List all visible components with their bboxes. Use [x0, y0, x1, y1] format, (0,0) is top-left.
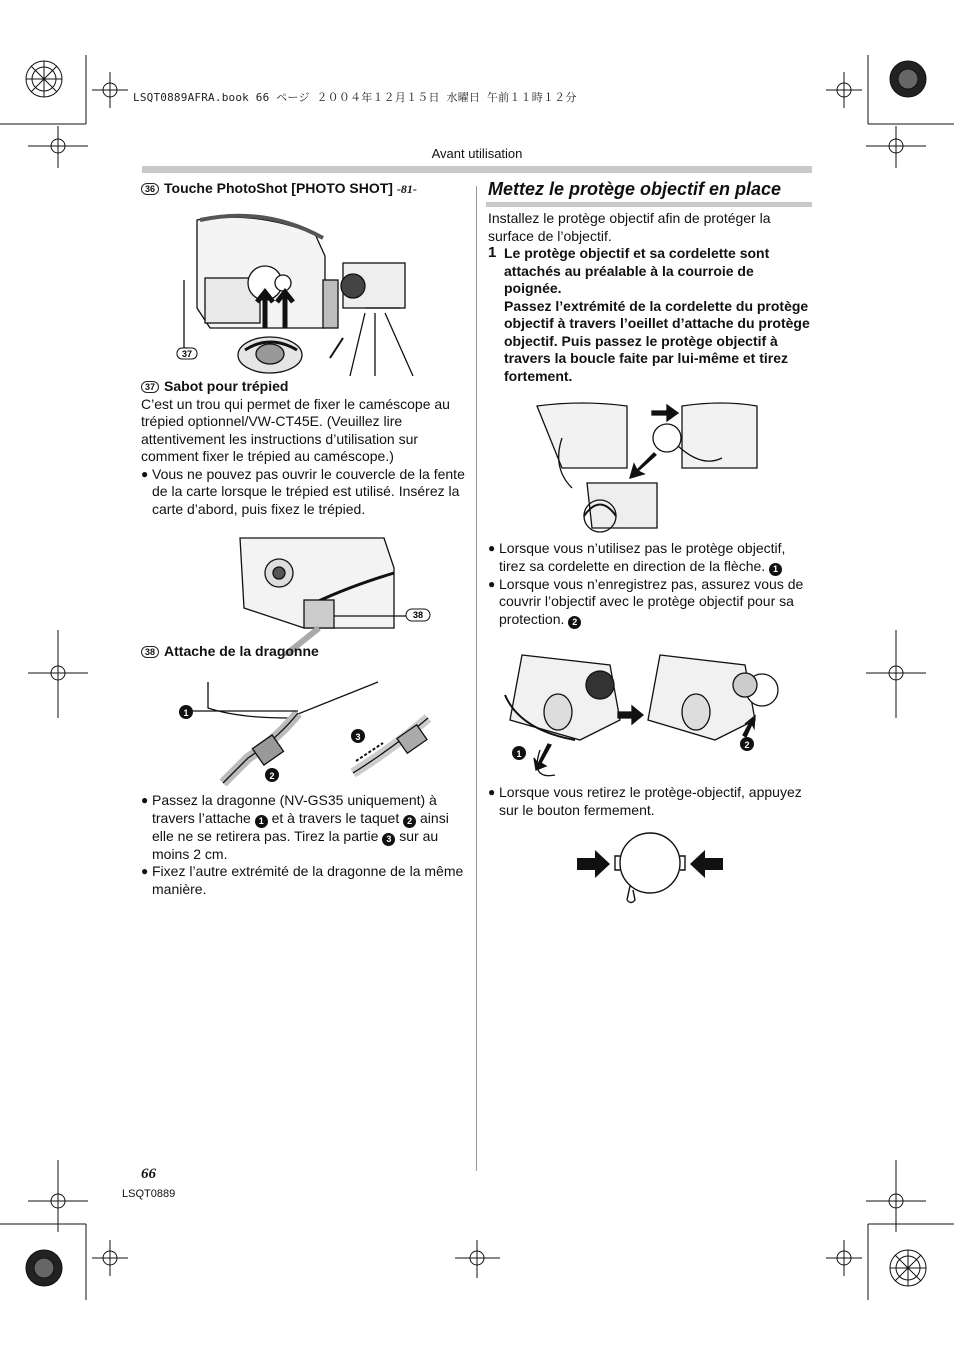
cover-lens-figure	[500, 640, 785, 780]
section-title: Avant utilisation	[431, 146, 523, 161]
step-paragraph: Passez l’extrémité de la cordelette du protège objectif à travers l’oeillet d’attache du protège objectif. Puis passez le protège objectif à travers la boucle faite par lui-même et tirez fortement.	[504, 297, 810, 384]
step-paragraph: Le protège objectif et sa cordelette sont attachés au préalable à la courroie de poignée.	[504, 245, 770, 296]
bullet-text: Vous ne pouvez pas ouvrir le couvercle de la fente de la carte lorsque le trépied est utilisé. Insérez la carte d’abord, puis fixez le trépied.	[152, 465, 465, 517]
marker-3: 3	[382, 833, 395, 846]
remove-cap-bullet	[488, 784, 810, 819]
item-badge: 36	[141, 183, 159, 195]
print-header: LSQT0889AFRA.book 66 ページ ２００４年１２月１５日 水曜日 午前１１時１２分	[133, 91, 577, 104]
step-1-text	[504, 245, 810, 385]
column-divider	[476, 186, 477, 1171]
press-button-figure	[575, 830, 725, 906]
rosette-icon	[890, 61, 926, 97]
figure-label: 37	[181, 349, 193, 359]
bullet-item: ● Passez la dragonne (NV-GS35 uniquement) à travers l’attache 1 et à travers le taquet 2 ainsi elle ne se retirera pas. Tirez la partie 3 sur au moins 2 cm.	[141, 792, 466, 863]
strap-bullets	[141, 792, 466, 898]
marker-1: 1	[183, 708, 189, 718]
bullet-text: Passez la dragonne (NV-GS35 uniquement) à travers l’attache 1 et à travers le taquet 2 ainsi elle ne se retirera pas. Tirez la partie 3 sur au moins 2 cm.	[152, 792, 449, 862]
marker-2: 2	[403, 815, 416, 828]
bullet-item: ● Fixez l’autre extrémité de la dragonne de la même manière.	[141, 863, 466, 898]
bullet-item: ● Lorsque vous retirez le protège-objectif, appuyez sur le bouton fermement.	[488, 784, 810, 819]
bullet-item: ● Lorsque vous n’utilisez pas le protège objectif, tirez sa cordelette en direction de la flèche. 1	[488, 540, 786, 574]
bullet-item: ● Lorsque vous n’enregistrez pas, assurez vous de couvrir l’objectif avec le protège objectif pour sa protection. 2	[488, 575, 804, 627]
item-badge: 38	[141, 646, 159, 658]
item-description: C’est un trou qui permet de fixer le caméscope au trépied optionnel/VW-CT45E. (Veuillez lire attentivement les instructions d’utilisation sur comment fixer le trépied au caméscope.)	[141, 395, 450, 464]
camcorder-tripod-figure	[175, 208, 420, 380]
marker-2: 2	[744, 740, 750, 750]
heading-rule	[486, 202, 812, 207]
cap-bullets	[488, 540, 810, 629]
strap-threading-figure	[178, 678, 440, 793]
item-title: Sabot pour trépied	[164, 378, 289, 394]
marker-2: 2	[269, 771, 275, 781]
strap-holder-figure	[234, 528, 434, 656]
intro-text: Installez le protège objectif afin de protéger la surface de l’objectif.	[488, 210, 771, 244]
bullet-item: ● Vous ne pouvez pas ouvrir le couvercle de la fente de la carte lorsque le trépied est utilisé. Insérez la carte d’abord, puis fixez le trépied.	[141, 465, 465, 517]
marker-1: 1	[769, 563, 782, 576]
rosette-icon	[26, 61, 62, 97]
item-38-heading	[141, 643, 466, 661]
marker-2: 2	[568, 616, 581, 629]
document-code: LSQT0889	[122, 1188, 176, 1200]
item-title: Touche PhotoShot [PHOTO SHOT]	[164, 180, 393, 196]
lens-cap-attach-figure	[532, 398, 762, 540]
marker-3: 3	[355, 732, 361, 742]
section-heading: Mettez le protège objectif en place	[488, 179, 782, 199]
item-37	[141, 378, 466, 518]
page-number: 66	[141, 1166, 156, 1182]
marker-1: 1	[255, 815, 268, 828]
item-36-heading	[141, 180, 466, 199]
figure-label: 38	[412, 610, 424, 620]
item-badge: 37	[141, 381, 159, 393]
bullet-text: Fixez l’autre extrémité de la dragonne de la même manière.	[152, 863, 464, 897]
item-title: Attache de la dragonne	[164, 643, 319, 659]
page-reference: -81-	[396, 182, 417, 196]
bullet-text: Lorsque vous retirez le protège-objectif, appuyez sur le bouton fermement.	[499, 784, 802, 818]
marker-1: 1	[516, 749, 522, 759]
top-rule	[142, 166, 812, 173]
rosette-icon	[890, 1250, 926, 1286]
rosette-icon	[26, 1250, 62, 1286]
